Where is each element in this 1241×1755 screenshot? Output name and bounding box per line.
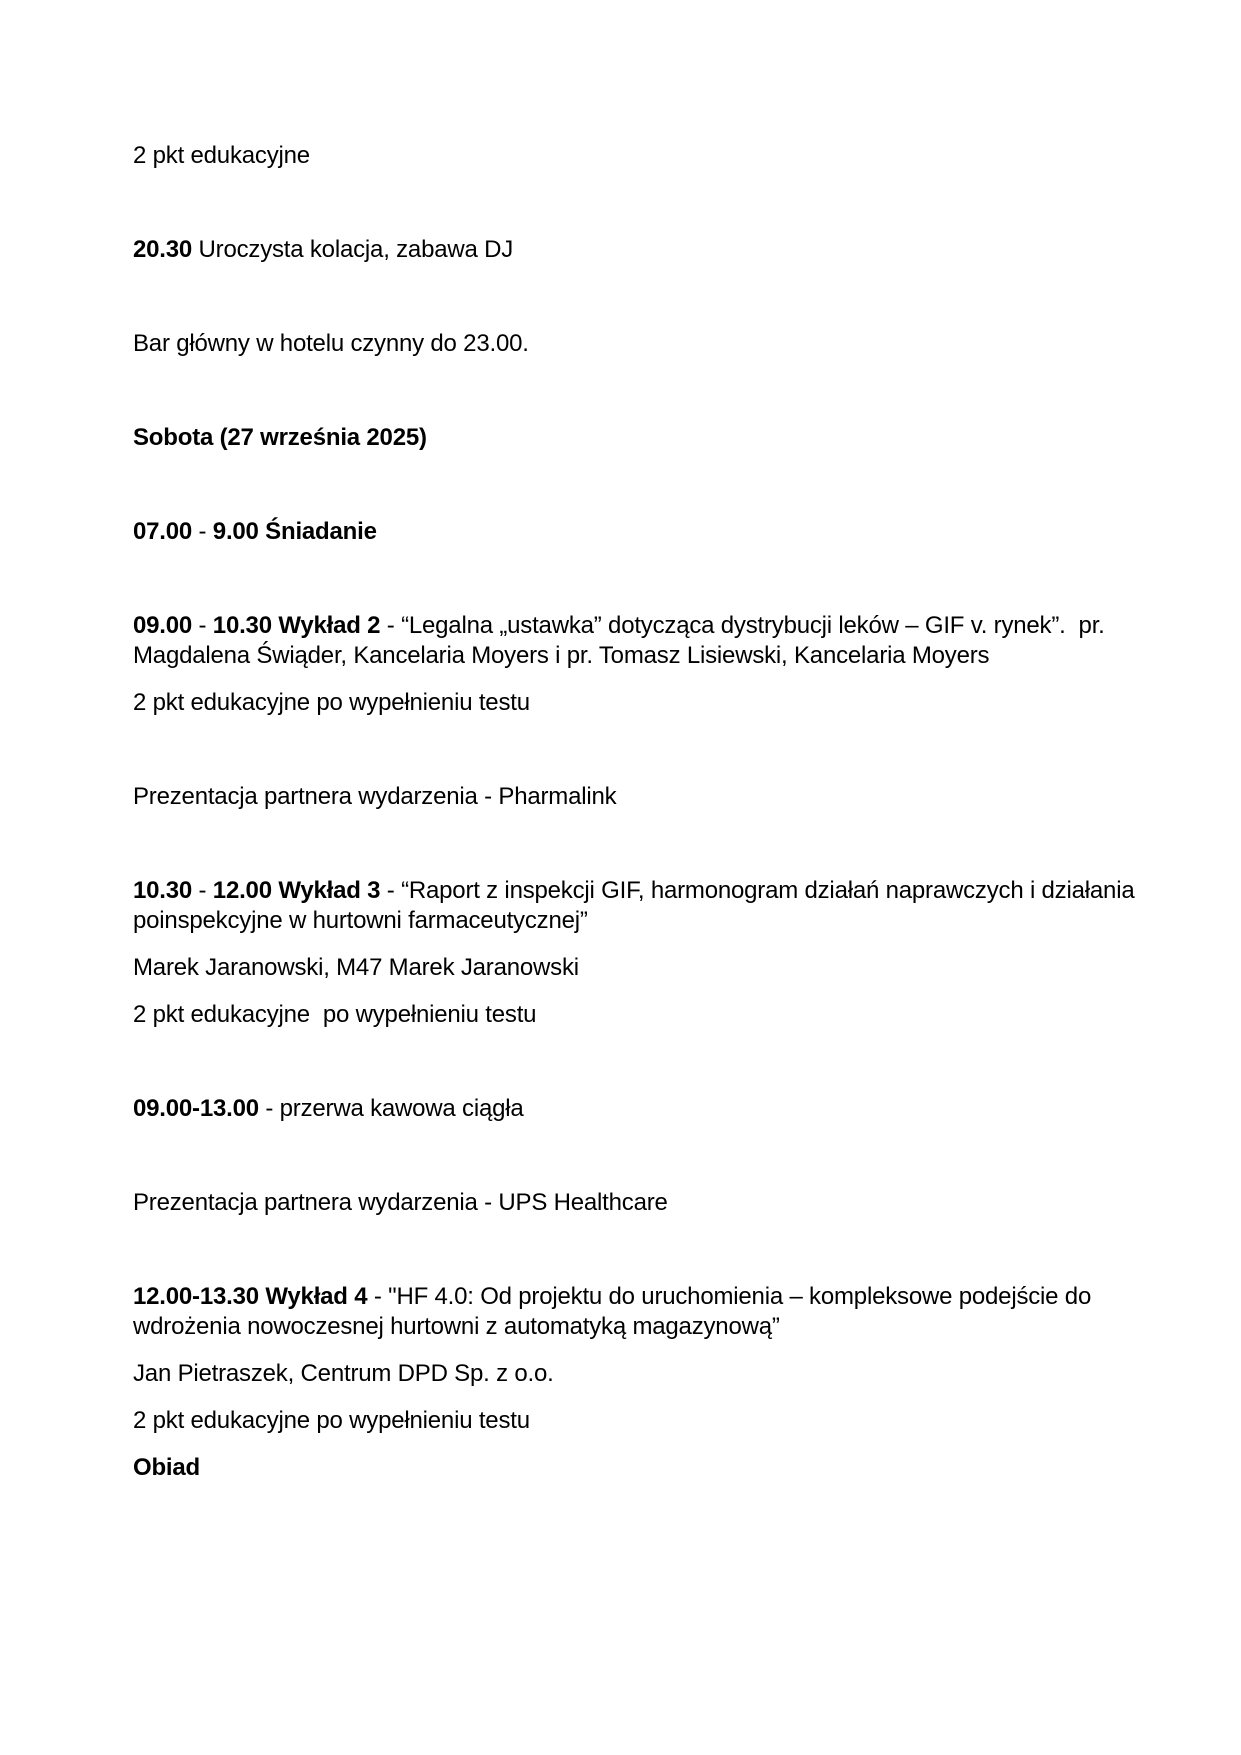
text-run: - <box>192 518 213 545</box>
paragraph <box>133 1094 1205 1124</box>
text-run-bold: Obiad <box>133 1454 201 1481</box>
text-run: Jan Pietraszek, Centrum DPD Sp. z o.o. <box>133 1360 554 1387</box>
paragraph <box>133 1188 1205 1218</box>
text-run: 2 pkt edukacyjne po wypełnieniu testu <box>133 689 530 716</box>
text-run: - przerwa kawowa ciągła <box>258 1095 524 1122</box>
text-run: - “Legalna „ustawka” dotycząca dystrybucji leków – GIF v. rynek”. pr. <box>380 612 1105 639</box>
text-run: Uroczysta kolacja, zabawa DJ <box>192 236 514 263</box>
text-run: - <box>192 877 213 904</box>
paragraph <box>133 517 1205 547</box>
paragraph-spacer <box>133 1141 1205 1171</box>
paragraph <box>133 1406 1205 1436</box>
paragraph-spacer <box>133 1047 1205 1077</box>
paragraph <box>133 876 1205 936</box>
text-run: - “Raport z inspekcji GIF, harmonogram działań naprawczych i działania <box>380 877 1135 904</box>
paragraph <box>133 1282 1205 1342</box>
text-run: Prezentacja partnera wydarzenia - UPS Healthcare <box>133 1189 668 1216</box>
text-run-bold: Sobota (27 września 2025) <box>133 424 427 451</box>
text-run: - <box>192 612 213 639</box>
paragraph <box>133 1000 1205 1030</box>
paragraph-spacer <box>133 735 1205 765</box>
text-run: 2 pkt edukacyjne po wypełnieniu testu <box>133 1407 530 1434</box>
text-run: - "HF 4.0: Od projektu do uruchomienia – kompleksowe podejście do <box>367 1283 1092 1310</box>
paragraph-spacer <box>133 376 1205 406</box>
paragraph <box>133 782 1205 812</box>
paragraph-spacer <box>133 470 1205 500</box>
paragraph <box>133 141 1205 171</box>
text-run-bold: 10.30 <box>133 877 193 904</box>
paragraph-spacer <box>133 282 1205 312</box>
text-run: 2 pkt edukacyjne po wypełnieniu testu <box>133 1001 537 1028</box>
text-run-bold: 10.30 Wykład 2 <box>212 612 381 639</box>
paragraph-spacer <box>133 829 1205 859</box>
paragraph <box>133 329 1205 359</box>
document-content <box>133 141 1205 1483</box>
text-run: Bar główny w hotelu czynny do 23.00. <box>133 330 529 357</box>
text-run: Marek Jaranowski, M47 Marek Jaranowski <box>133 954 579 981</box>
paragraph <box>133 611 1205 671</box>
text-run-bold: 20.30 <box>133 236 193 263</box>
text-run-bold: 12.00-13.30 Wykład 4 <box>133 1283 368 1310</box>
text-run: 2 pkt edukacyjne <box>133 142 310 169</box>
text-run-bold: 9.00 Śniadanie <box>212 518 377 545</box>
paragraph <box>133 688 1205 718</box>
text-run-bold: 09.00 <box>133 612 193 639</box>
text-run: wdrożenia nowoczesnej hurtowni z automatyką magazynową” <box>133 1313 780 1340</box>
paragraph <box>133 423 1205 453</box>
text-run: Prezentacja partnera wydarzenia - Pharmalink <box>133 783 617 810</box>
paragraph-spacer <box>133 564 1205 594</box>
paragraph-spacer <box>133 188 1205 218</box>
text-run-bold: 09.00-13.00 <box>133 1095 259 1122</box>
paragraph <box>133 235 1205 265</box>
paragraph-spacer <box>133 1235 1205 1265</box>
paragraph <box>133 953 1205 983</box>
text-run-bold: 12.00 Wykład 3 <box>212 877 381 904</box>
paragraph <box>133 1453 1205 1483</box>
text-run: poinspekcyjne w hurtowni farmaceutycznej” <box>133 907 588 934</box>
text-run-bold: 07.00 <box>133 518 193 545</box>
paragraph <box>133 1359 1205 1389</box>
text-run: Magdalena Świąder, Kancelaria Moyers i pr. Tomasz Lisiewski, Kancelaria Moyers <box>133 642 990 669</box>
